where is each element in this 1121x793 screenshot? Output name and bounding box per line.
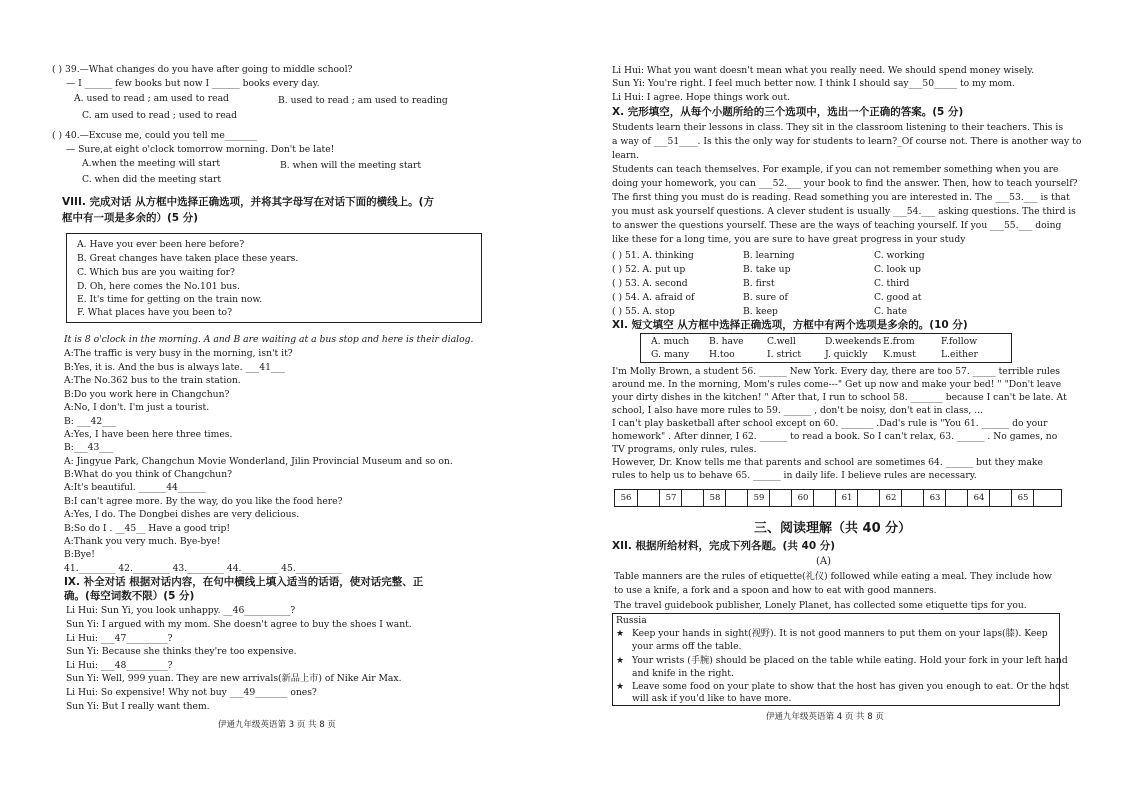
word-option: G. many bbox=[651, 349, 690, 360]
choice-55-b: B. keep bbox=[743, 306, 778, 317]
answer-cell-input[interactable] bbox=[857, 490, 880, 506]
dialog-line: Sun Yi: Well, 999 yuan. They are new arrivals(新品上市) of Nike Air Max. bbox=[66, 673, 402, 684]
section-8-heading: VIII. 完成对话 从方框中选择正确选项，并将其字母写在对话下面的横线上。(方 bbox=[62, 196, 434, 208]
answer-cell-label: 58 bbox=[703, 490, 726, 506]
dialog-line: Li Hui: What you want doesn't mean what you really need. We should spend money wisely. bbox=[612, 65, 1035, 76]
passage-line: school, I also have more rules to 59. ______ , don't be noisy, don't eat in class, ... bbox=[612, 405, 983, 416]
dialog-line: B:Bye! bbox=[64, 549, 95, 560]
passage-line: doing your homework, you can ___52.___ your book to find the answer. Then, how to teach yourself? bbox=[612, 178, 1078, 189]
passage-line: Table manners are the rules of etiquette(礼仪) followed while eating a meal. They include how bbox=[614, 571, 1053, 582]
dialog-line: B: ___42___ bbox=[64, 416, 117, 427]
section-8-heading-cont: 框中有一项是多余的）(5 分) bbox=[62, 212, 199, 224]
part-3-title: 三、阅读理解（共 40 分） bbox=[754, 521, 912, 536]
etiquette-tips-box bbox=[612, 613, 1069, 706]
passage-line: your dirty dishes in the kitchen! " After that, I run to school 58. _______ because I can't be late. At bbox=[612, 392, 1067, 403]
choice-53-b: B. first bbox=[743, 278, 775, 289]
star-icon: ★ bbox=[616, 628, 625, 639]
answer-cell-input[interactable] bbox=[637, 490, 660, 506]
choice-53-c: C. third bbox=[874, 278, 910, 289]
answer-cell-input[interactable] bbox=[769, 490, 792, 506]
dialog-line: Sun Yi: I argued with my mom. She doesn't agree to buy the shoes I want. bbox=[66, 619, 412, 630]
dialog-line: A:Thank you very much. Bye-bye! bbox=[64, 536, 221, 547]
question-40-stem: ( ) 40.—Excuse me, could you tell me_______ bbox=[52, 130, 257, 141]
answer-cell-input[interactable] bbox=[989, 490, 1012, 506]
section-8-options-box bbox=[66, 233, 482, 323]
answer-cell-input[interactable] bbox=[945, 490, 968, 506]
passage-line: homework" . After dinner, I 62. ______ to read a book. So I can't relax, 63. ______ . No games, no bbox=[612, 431, 1058, 442]
passage-line: I can't play basketball after school except on 60. _______ .Dad's rule is "You 61. ______ do your bbox=[612, 418, 1048, 429]
dialog-line: Li Hui: So expensive! Why not buy ___49_______ ones? bbox=[66, 687, 317, 698]
option-d: D. Oh, here comes the No.101 bus. bbox=[77, 281, 240, 292]
answer-grid-56-65 bbox=[614, 489, 1062, 507]
question-39-stem: ( ) 39.—What changes do you have after going to middle school? bbox=[52, 64, 353, 75]
dialog-intro: It is 8 o'clock in the morning. A and B are waiting at a bus stop and here is their dialog. bbox=[64, 334, 474, 345]
tip-line: Your wrists (手腕) should be placed on the table while eating. Hold your fork in your left hand bbox=[632, 655, 1068, 666]
dialog-line: A:No, I don't. I'm just a tourist. bbox=[64, 402, 210, 413]
answer-cell-input[interactable] bbox=[725, 490, 748, 506]
passage-line: learn. bbox=[612, 150, 640, 161]
word-option: L.either bbox=[941, 349, 978, 360]
passage-line: around me. In the morning, Mom's rules come---" Get up now and make your bed! " "Don't leave bbox=[612, 379, 1062, 390]
subsection-label: (A) bbox=[816, 556, 832, 567]
passage-line: a way of ___51____. Is this the only way for students to learn?_Of course not. There is another way to bbox=[612, 136, 1082, 147]
word-option: C.well bbox=[767, 336, 796, 347]
answer-cell-label: 64 bbox=[967, 490, 990, 506]
option-b: B. Great changes have taken place these years. bbox=[77, 253, 299, 264]
passage-line: to answer the questions yourself. These are the ways of teaching yourself. If you ___55.___ doing bbox=[612, 220, 1062, 231]
dialog-line: Sun Yi: You're right. I feel much better now. I think I should say___50_____ to my mom. bbox=[612, 78, 1015, 89]
dialog-line: A:It's beautiful. ______44______ bbox=[64, 482, 206, 493]
tip-line: your arms off the table. bbox=[632, 641, 742, 652]
section-12-heading: XII. 根据所给材料，完成下列各题。(共 40 分) bbox=[612, 540, 836, 552]
choice-52-b: B. take up bbox=[743, 264, 791, 275]
left-page bbox=[52, 0, 530, 793]
answer-cell-label: 63 bbox=[923, 490, 946, 506]
answer-cell-label: 56 bbox=[620, 493, 632, 503]
question-39-line: — I ______ few books but now I ______ books every day. bbox=[66, 78, 320, 89]
dialog-line: Sun Yi: But I really want them. bbox=[66, 701, 210, 712]
answer-cell-label: 61 bbox=[835, 490, 858, 506]
choice-52-c: C. look up bbox=[874, 264, 921, 275]
tip-line: will ask if you'd like to have more. bbox=[632, 693, 792, 704]
tip-line: and knife in the right. bbox=[632, 668, 734, 679]
question-39-option-b: B. used to read ; am used to reading bbox=[278, 95, 448, 106]
country-label: Russia bbox=[616, 615, 647, 626]
answer-cell-label: 60 bbox=[791, 490, 814, 506]
dialog-line: Li Hui: I agree. Hope things work out. bbox=[612, 92, 790, 103]
answer-cell-label: 65 bbox=[1011, 490, 1034, 506]
word-option: A. much bbox=[651, 336, 690, 347]
passage-line: rules to help us to behave 65. ______ in daily life. I believe rules are necessary. bbox=[612, 470, 977, 481]
question-39-option-c: C. am used to read ; used to read bbox=[82, 110, 237, 121]
dialog-line: A:Yes, I do. The Dongbei dishes are very delicious. bbox=[64, 509, 300, 520]
question-40-option-a: A.when the meeting will start bbox=[82, 158, 221, 169]
right-page bbox=[610, 0, 1082, 793]
word-option: B. have bbox=[709, 336, 744, 347]
passage-line: you must ask yourself questions. A clever student is usually ___54.___ asking questions. The third is bbox=[612, 206, 1076, 217]
star-icon: ★ bbox=[616, 681, 625, 692]
question-40-option-b: B. when will the meeting start bbox=[280, 160, 422, 171]
passage-line: Students can teach themselves. For example, if you can not remember something when you are bbox=[612, 164, 1059, 175]
star-icon: ★ bbox=[616, 655, 625, 666]
dialog-line: B:I can't agree more. By the way, do you like the food here? bbox=[64, 496, 343, 507]
choice-54-c: C. good at bbox=[874, 292, 922, 303]
choice-54-b: B. sure of bbox=[743, 292, 788, 303]
choice-55-c: C. hate bbox=[874, 306, 908, 317]
passage-line: The travel guidebook publisher, Lonely Planet, has collected some etiquette tips for you. bbox=[614, 600, 1027, 611]
option-c: C. Which bus are you waiting for? bbox=[77, 267, 235, 278]
section-9-heading-cont: 确。(每空词数不限）(5 分) bbox=[64, 590, 195, 602]
passage-line: to use a knife, a fork and a spoon and how to eat with good manners. bbox=[614, 585, 937, 596]
answer-cell-input[interactable] bbox=[1033, 490, 1062, 506]
word-option: D.weekends bbox=[825, 336, 882, 347]
tip-line: Keep your hands in sight(视野). It is not good manners to put them on your laps(膝). Keep bbox=[632, 628, 1048, 639]
word-option: F.follow bbox=[941, 336, 978, 347]
word-option: H.too bbox=[709, 349, 735, 360]
word-option: J. quickly bbox=[825, 349, 868, 360]
page-footer: 伊通九年级英语第 3 页 共 8 页 bbox=[218, 720, 336, 730]
dialog-line: B:So do I . __45__ Have a good trip! bbox=[64, 523, 231, 534]
option-a: A. Have you ever been here before? bbox=[77, 239, 245, 250]
answer-cell-input[interactable] bbox=[901, 490, 924, 506]
word-option: E.from bbox=[883, 336, 915, 347]
dialog-line: A:The No.362 bus to the train station. bbox=[64, 375, 241, 386]
word-option: K.must bbox=[883, 349, 916, 360]
dialog-line: B:What do you think of Changchun? bbox=[64, 469, 233, 480]
dialog-line: A:Yes, I have been here three times. bbox=[64, 429, 233, 440]
section-10-heading: X. 完形填空，从每个小题所给的三个选项中，选出一个正确的答案。(5 分) bbox=[612, 106, 964, 118]
dialog-line: Li Hui: Sun Yi, you look unhappy. __46__________? bbox=[66, 605, 296, 616]
answer-cell-input[interactable] bbox=[813, 490, 836, 506]
dialog-line: Sun Yi: Because she thinks they're too expensive. bbox=[66, 646, 297, 657]
answer-cell-label: 59 bbox=[747, 490, 770, 506]
passage-line: Students learn their lessons in class. They sit in the classroom listening to their teachers. This is bbox=[612, 122, 1064, 133]
question-40-option-c: C. when did the meeting start bbox=[82, 174, 222, 185]
passage-line: TV programs, only rules, rules. bbox=[612, 444, 757, 455]
question-40-line: — Sure,at eight o'clock tomorrow morning. Don't be late! bbox=[66, 144, 335, 155]
choice-51-c: C. working bbox=[874, 250, 925, 261]
dialog-line: A: Jingyue Park, Changchun Movie Wonderland, Jilin Provincial Museum and so on. bbox=[64, 456, 453, 467]
dialog-line: B:Yes, it is. And the bus is always late. ___41___ bbox=[64, 362, 285, 373]
option-f: F. What places have you been to? bbox=[77, 307, 232, 318]
option-e: E. It's time for getting on the train now. bbox=[77, 294, 263, 305]
choice-55-a: ( ) 55. A. stop bbox=[612, 306, 675, 317]
passage-line: like these for a long time, you are sure to have great progress in your study bbox=[612, 234, 966, 245]
dialog-line: Li Hui: ___48_________? bbox=[66, 660, 173, 671]
word-option: I. strict bbox=[767, 349, 802, 360]
section-11-word-box bbox=[640, 333, 1012, 363]
choice-51-b: B. learning bbox=[743, 250, 795, 261]
section-9-heading: IX. 补全对话 根据对话内容，在句中横线上填入适当的话语，使对话完整、正 bbox=[64, 576, 424, 588]
passage-line: The first thing you must do is reading. Read something you are interested in. The ___53.___ is that bbox=[612, 192, 1070, 203]
choice-54-a: ( ) 54. A. afraid of bbox=[612, 292, 695, 303]
choice-53-a: ( ) 53. A. second bbox=[612, 278, 688, 289]
dialog-line: B:___43___ bbox=[64, 442, 114, 453]
choice-51-a: ( ) 51. A. thinking bbox=[612, 250, 694, 261]
dialog-line: Li Hui: ___47_________? bbox=[66, 633, 173, 644]
section-11-heading: XI. 短文填空 从方框中选择正确选项，方框中有两个选项是多余的。(10 分) bbox=[612, 319, 968, 331]
choice-52-a: ( ) 52. A. put up bbox=[612, 264, 686, 275]
dialog-line: B:Do you work here in Changchun? bbox=[64, 389, 230, 400]
answer-blanks-41-45: 41.________ 42.________ 43.________ 44.________ 45.__________ bbox=[64, 563, 342, 574]
answer-cell-label: 57 bbox=[659, 490, 682, 506]
passage-line: I'm Molly Brown, a student 56. ______ New York. Every day, there are too 57. _____ terrible rules bbox=[612, 366, 1061, 377]
answer-cell-label: 62 bbox=[879, 490, 902, 506]
passage-line: However, Dr. Know tells me that parents and school are sometimes 64. ______ but they make bbox=[612, 457, 1043, 468]
page-footer: 伊通九年级英语第 4 页 共 8 页 bbox=[766, 712, 884, 722]
dialog-line: A:The traffic is very busy in the morning, isn't it? bbox=[64, 348, 293, 359]
answer-cell-input[interactable] bbox=[681, 490, 704, 506]
tip-line: Leave some food on your plate to show that the host has given you enough to eat. Or the host bbox=[632, 681, 1069, 692]
question-39-option-a: A. used to read ; am used to read bbox=[74, 93, 229, 104]
